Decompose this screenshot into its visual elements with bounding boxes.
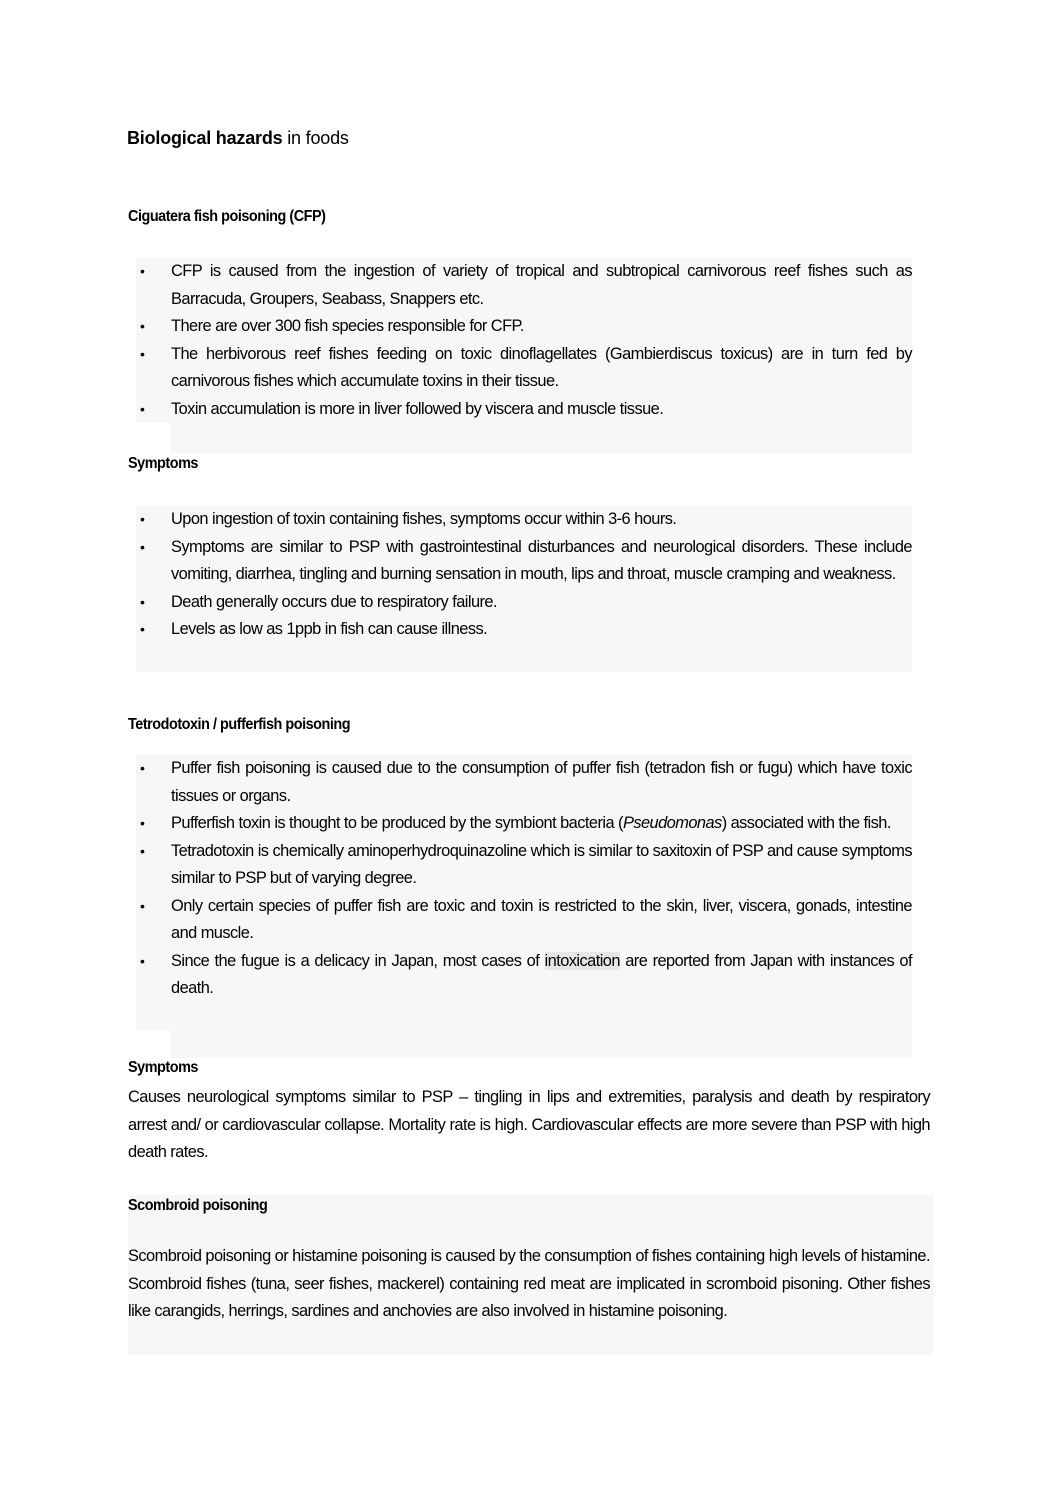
document-title bbox=[127, 128, 349, 149]
list-item: • Death generally occurs due to respiratory failure. bbox=[136, 589, 912, 617]
list-item: • Only certain species of puffer fish are toxic and toxin is restricted to the skin, liver, viscera, gonads, intestine and muscle. bbox=[136, 893, 912, 948]
title-bold: Biological hazards bbox=[127, 128, 283, 148]
section-heading-tetrodotoxin: Tetrodotoxin / pufferfish poisoning bbox=[128, 716, 351, 733]
list-item: • CFP is caused from the ingestion of variety of tropical and subtropical carnivorous reef fishes such as Barracuda, Groupers, Seabass, Snappers etc. bbox=[136, 258, 912, 313]
highlighted-word: intoxication bbox=[544, 951, 620, 970]
bullet-icon: • bbox=[140, 815, 145, 831]
bullet-icon: • bbox=[140, 538, 145, 555]
section-heading-tetrodotoxin-symptoms: Symptoms bbox=[128, 1059, 198, 1076]
bullet-icon: • bbox=[140, 897, 145, 914]
list-item: • Upon ingestion of toxin containing fishes, symptoms occur within 3-6 hours. bbox=[136, 506, 912, 534]
bullet-icon: • bbox=[140, 400, 145, 417]
bullet-icon: • bbox=[140, 760, 145, 776]
shade-block bbox=[170, 1028, 912, 1058]
list-item: • There are over 300 fish species responsible for CFP. bbox=[136, 313, 912, 341]
shade-block bbox=[170, 420, 912, 453]
title-rest: in foods bbox=[282, 128, 349, 148]
bullet-icon: • bbox=[140, 593, 145, 610]
tetrodotoxin-bullet-list bbox=[136, 755, 912, 1003]
list-item: • Pufferfish toxin is thought to be produced by the symbiont bacteria (Pseudomonas) associated with the fish. bbox=[136, 810, 912, 838]
list-item: • The herbivorous reef fishes feeding on toxic dinoflagellates (Gambierdiscus toxicus) are in turn fed by carnivorous fishes which accumulate toxins in their tissue. bbox=[136, 341, 912, 396]
tetrodotoxin-symptoms-paragraph: Causes neurological symptoms similar to PSP – tingling in lips and extremities, paralysis and death by respiratory arrest and/ or cardiovascular collapse. Mortality rate is high. Cardiovascular effects are more severe than PSP with high death rates. bbox=[128, 1088, 930, 1161]
bullet-icon: • bbox=[140, 842, 145, 859]
list-item: • Symptoms are similar to PSP with gastrointestinal disturbances and neurological disorders. These include vomiting, diarrhea, tingling and burning sensation in mouth, lips and throat, muscle cramping and weakness. bbox=[136, 534, 912, 589]
section-heading-cfp-symptoms: Symptoms bbox=[128, 455, 198, 472]
list-item: • Toxin accumulation is more in liver followed by viscera and muscle tissue. bbox=[136, 396, 912, 424]
list-item: • Since the fugue is a delicacy in Japan, most cases of intoxication are reported from Japan with instances of death. bbox=[136, 948, 912, 1003]
section-heading-cfp: Ciguatera fish poisoning (CFP) bbox=[128, 208, 326, 225]
bullet-icon: • bbox=[140, 621, 145, 637]
list-item: • Puffer fish poisoning is caused due to the consumption of puffer fish (tetradon fish or fugu) which have toxic tissues or organs. bbox=[136, 755, 912, 810]
section-heading-scombroid: Scombroid poisoning bbox=[128, 1197, 268, 1214]
bullet-icon: • bbox=[140, 511, 145, 527]
bullet-icon: • bbox=[140, 345, 145, 362]
bullet-icon: • bbox=[140, 952, 145, 969]
italic-term: Pseudomonas bbox=[622, 814, 722, 832]
bullet-icon: • bbox=[140, 318, 145, 334]
scombroid-paragraph: Scombroid poisoning or histamine poisoning is caused by the consumption of fishes containing high levels of histamine. Scombroid fishes (tuna, seer fishes, mackerel) containing red meat are implicated in scromboid pisoning. Other fishes like carangids, herrings, sardines and anchovies are also involved in histamine poisoning. bbox=[128, 1247, 930, 1320]
list-item: • Levels as low as 1ppb in fish can cause illness. bbox=[136, 616, 912, 644]
bullet-icon: • bbox=[140, 263, 145, 279]
cfp-symptoms-list bbox=[136, 506, 912, 644]
list-item: • Tetradotoxin is chemically aminoperhydroquinazoline which is similar to saxitoxin of PSP and cause symptoms similar to PSP but of varying degree. bbox=[136, 838, 912, 893]
cfp-bullet-list bbox=[136, 258, 912, 423]
